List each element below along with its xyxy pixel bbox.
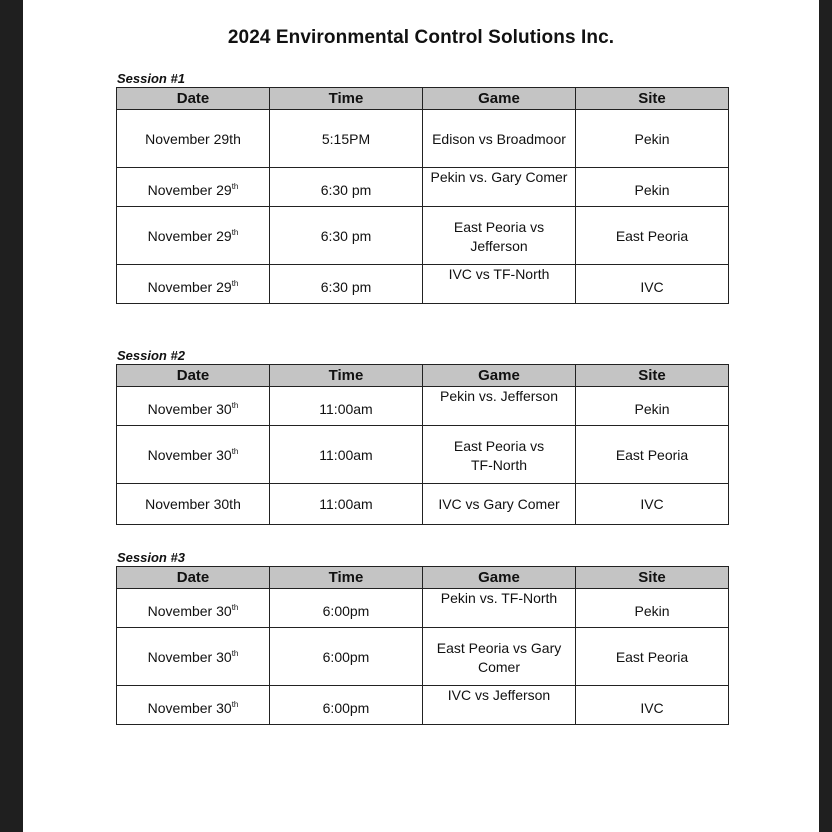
session-2-table [116, 364, 729, 525]
header-date: Date [117, 365, 270, 387]
game-cell: Pekin vs. Jefferson [423, 387, 576, 426]
game-cell: Pekin vs. TF-North [423, 589, 576, 628]
header-site: Site [576, 365, 729, 387]
header-date: Date [117, 567, 270, 589]
page-title: 2024 Environmental Control Solutions Inc. [227, 27, 615, 48]
document-page [23, 0, 819, 832]
session-3-table [116, 566, 729, 725]
date-cell: November 30th [117, 686, 270, 725]
table-header-row [117, 365, 729, 387]
session-1-table [116, 87, 729, 304]
time-cell: 6:30 pm [270, 168, 423, 207]
game-cell: East Peoria vs TF-North [423, 426, 576, 484]
date-cell: November 30th [117, 426, 270, 484]
game-cell: IVC vs TF-North [423, 265, 576, 304]
site-cell: East Peoria [576, 628, 729, 686]
table-row [117, 168, 729, 207]
table-row [117, 207, 729, 265]
header-site: Site [576, 567, 729, 589]
date-cell: November 30th [117, 628, 270, 686]
header-game: Game [423, 567, 576, 589]
game-cell: IVC vs Jefferson [423, 686, 576, 725]
header-date: Date [117, 88, 270, 110]
session-2-label: Session #2 [117, 348, 185, 363]
table-row [117, 686, 729, 725]
game-cell: East Peoria vs Gary Comer [423, 628, 576, 686]
time-cell: 6:00pm [270, 589, 423, 628]
table-row [117, 484, 729, 525]
site-cell: Pekin [576, 168, 729, 207]
header-time: Time [270, 365, 423, 387]
site-cell: IVC [576, 686, 729, 725]
table-row [117, 265, 729, 304]
game-cell: Edison vs Broadmoor [423, 110, 576, 168]
table-row [117, 110, 729, 168]
date-cell: November 30th [117, 484, 270, 525]
table-header-row [117, 88, 729, 110]
site-cell: Pekin [576, 589, 729, 628]
header-game: Game [423, 365, 576, 387]
time-cell: 6:30 pm [270, 207, 423, 265]
time-cell: 5:15PM [270, 110, 423, 168]
time-cell: 6:30 pm [270, 265, 423, 304]
site-cell: Pekin [576, 387, 729, 426]
date-cell: November 29th [117, 168, 270, 207]
time-cell: 11:00am [270, 426, 423, 484]
table-row [117, 589, 729, 628]
site-cell: East Peoria [576, 207, 729, 265]
table-row [117, 387, 729, 426]
time-cell: 11:00am [270, 484, 423, 525]
date-cell: November 29th [117, 207, 270, 265]
site-cell: IVC [576, 265, 729, 304]
date-cell: November 30th [117, 589, 270, 628]
table-header-row [117, 567, 729, 589]
date-cell: November 29th [117, 265, 270, 304]
header-time: Time [270, 88, 423, 110]
session-3-label: Session #3 [117, 550, 185, 565]
time-cell: 11:00am [270, 387, 423, 426]
header-site: Site [576, 88, 729, 110]
time-cell: 6:00pm [270, 686, 423, 725]
game-cell: East Peoria vs Jefferson [423, 207, 576, 265]
site-cell: Pekin [576, 110, 729, 168]
date-cell: November 30th [117, 387, 270, 426]
time-cell: 6:00pm [270, 628, 423, 686]
session-1-label: Session #1 [117, 71, 185, 86]
table-row [117, 426, 729, 484]
game-cell: IVC vs Gary Comer [423, 484, 576, 525]
game-cell: Pekin vs. Gary Comer [423, 168, 576, 207]
header-game: Game [423, 88, 576, 110]
site-cell: IVC [576, 484, 729, 525]
site-cell: East Peoria [576, 426, 729, 484]
table-row [117, 628, 729, 686]
date-cell: November 29th [117, 110, 270, 168]
header-time: Time [270, 567, 423, 589]
